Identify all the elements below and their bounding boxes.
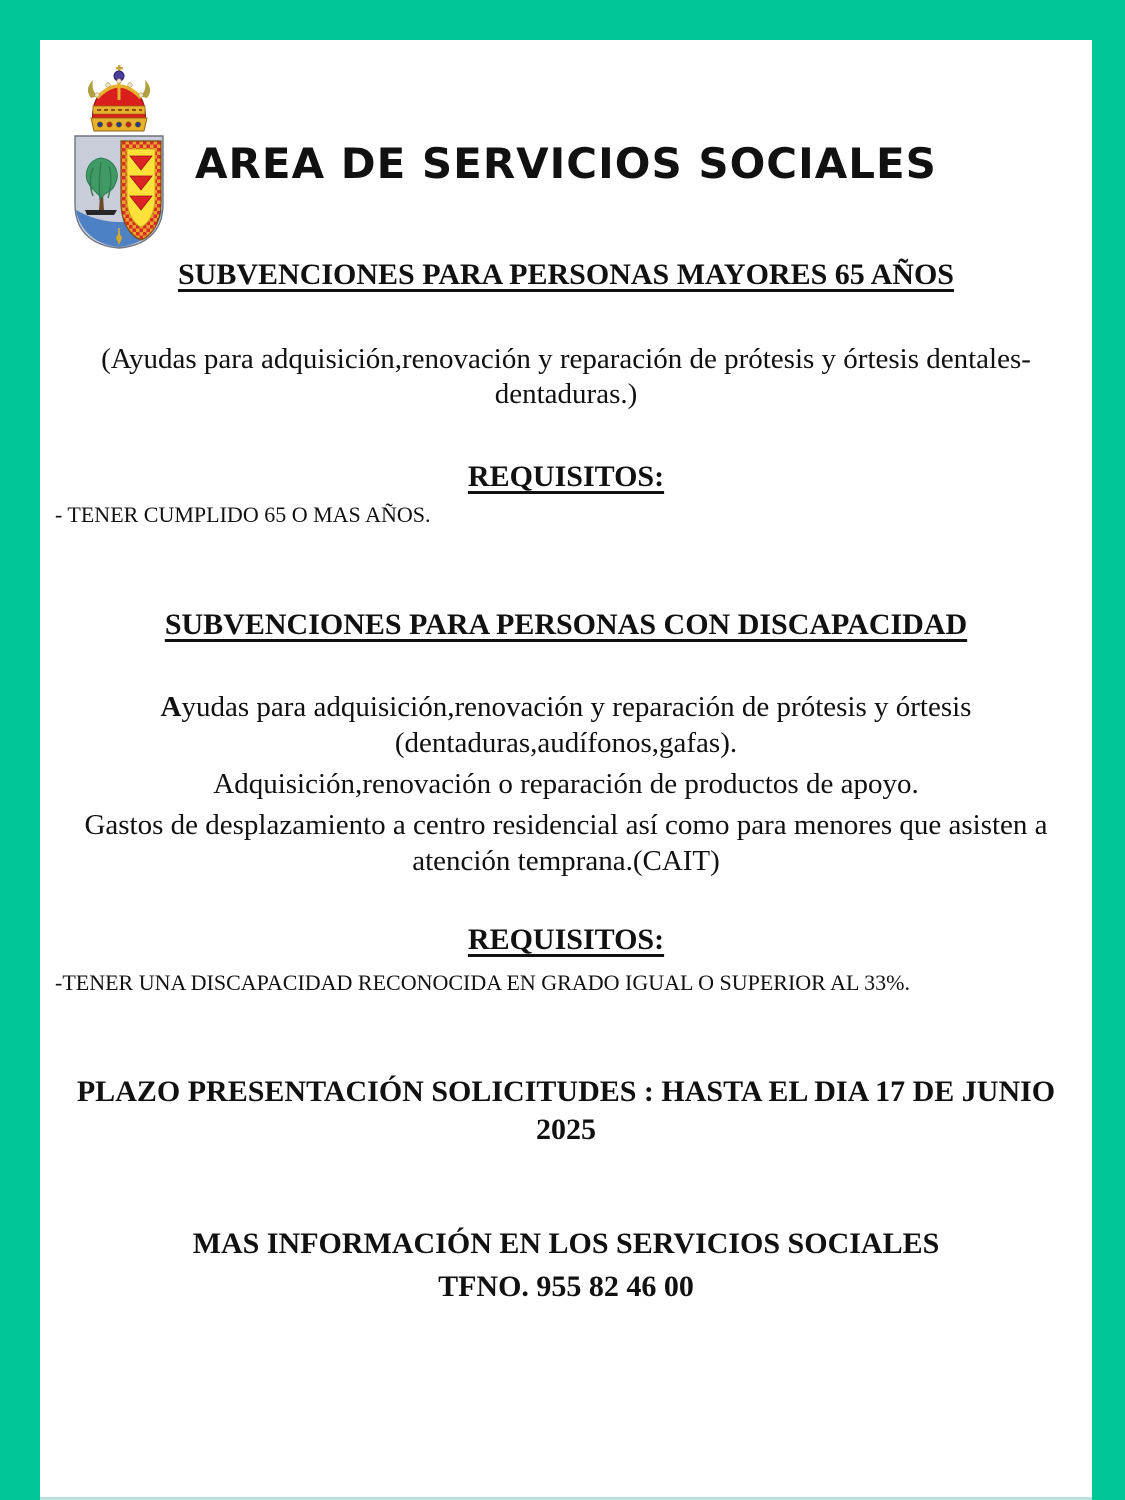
intro-mayores: (Ayudas para adquisición,renovación y reparación de prótesis y órtesis dentales-dentaduras.): [101, 342, 1031, 411]
plazo-line1: PLAZO PRESENTACIÓN SOLICITUDES : HASTA EL DIA 17 DE JUNIO: [76, 1075, 1056, 1109]
ayuda-protesis-initial: A: [160, 691, 182, 724]
plazo-line2: 2025: [536, 1113, 596, 1147]
municipal-coat-of-arms-icon: [73, 64, 165, 250]
requisitos-heading-discapacidad: REQUISITOS:: [467, 923, 665, 957]
shield: [75, 136, 163, 248]
heading-subvenciones-discapacidad: SUBVENCIONES PARA PERSONAS CON DISCAPACIDAD: [164, 608, 968, 642]
ayuda-productos-apoyo: Adquisición,renovación o reparación de productos de apoyo.: [213, 768, 919, 801]
document-panel: [40, 40, 1092, 1497]
telefono: TFNO. 955 82 46 00: [438, 1270, 694, 1304]
requisito-discapacidad: -TENER UNA DISCAPACIDAD RECONOCIDA EN GRADO IGUAL O SUPERIOR AL 33%.: [55, 970, 910, 996]
crown: [88, 65, 150, 131]
ayuda-protesis: [40, 690, 1092, 762]
ayuda-protesis-rest: yudas para adquisición,renovación y reparación de prótesis y órtesis (dentaduras,audífonos,gafas).: [181, 691, 972, 760]
ayuda-desplazamiento: Gastos de desplazamiento a centro residencial así como para menores que asisten a atención temprana.(CAIT): [84, 809, 1048, 878]
plazo-presentacion: [40, 1073, 1092, 1149]
mas-informacion: MAS INFORMACIÓN EN LOS SERVICIOS SOCIALES: [192, 1227, 940, 1261]
requisitos-heading-mayores: REQUISITOS:: [467, 460, 665, 494]
requisito-mayores: - TENER CUMPLIDO 65 O MAS AÑOS.: [55, 502, 431, 528]
heading-subvenciones-mayores: SUBVENCIONES PARA PERSONAS MAYORES 65 AÑOS: [178, 257, 954, 291]
page-title: AREA DE SERVICIOS SOCIALES: [195, 139, 937, 188]
